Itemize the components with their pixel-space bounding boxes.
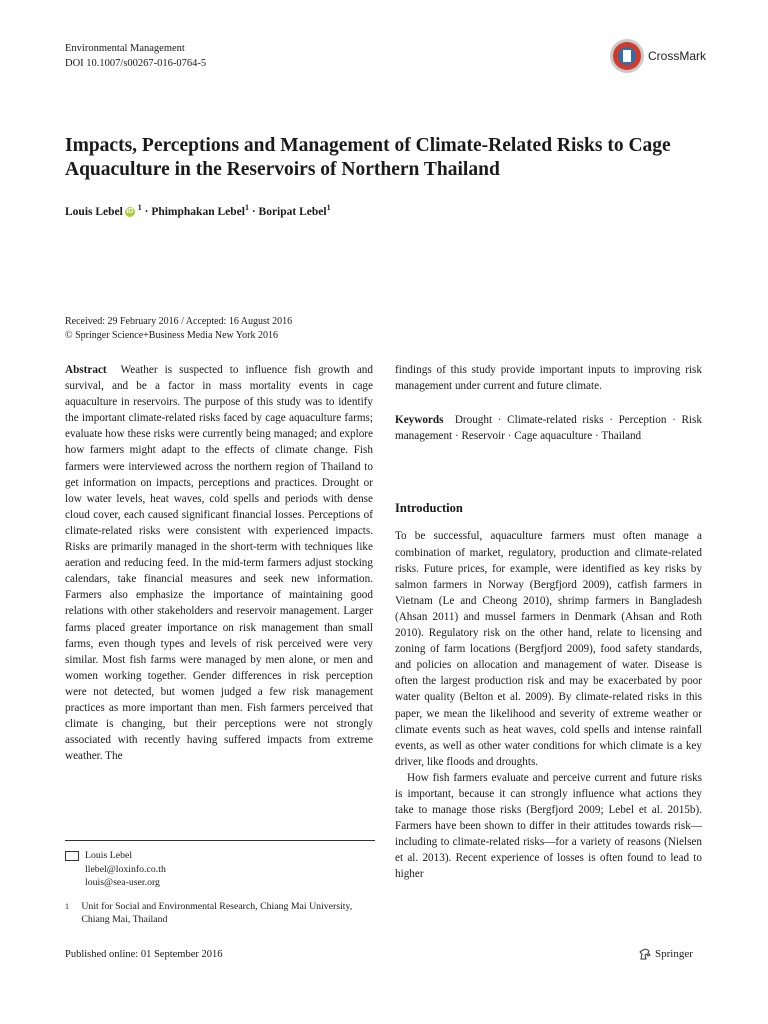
footnote-divider (65, 840, 375, 841)
affiliation-number: 1 (65, 901, 69, 911)
journal-name: Environmental Management (65, 43, 185, 54)
abstract (65, 362, 373, 764)
mail-icon (65, 851, 79, 861)
section-heading-introduction: Introduction (395, 501, 463, 516)
abstract-column (65, 362, 373, 764)
author-list (65, 203, 331, 218)
keywords-text: Drought · Climate-related risks · Perception · Risk management · Reservoir · Cage aquaculture · Thailand (395, 414, 702, 443)
author-separator: · (144, 205, 149, 218)
publisher-name: Springer (655, 948, 693, 960)
email-link[interactable]: llebel@loxinfo.co.th (85, 863, 166, 875)
crossmark-icon (610, 39, 644, 73)
footnotes (65, 849, 375, 927)
keywords (395, 412, 702, 444)
author-separator: · (251, 205, 256, 218)
abstract-continued: findings of this study provide important inputs to improving risk management under current and future climate. (395, 364, 702, 393)
published-date: Published online: 01 September 2016 (65, 949, 223, 960)
corresponding-name: Louis Lebel (85, 850, 133, 861)
author-name: Phimphakan Lebel (151, 205, 245, 218)
author-affil-sup: 1 (137, 203, 142, 212)
affiliation-text: Unit for Social and Environmental Research, Chiang Mai University, Chiang Mai, Thailand (81, 900, 353, 925)
crossmark-badge[interactable] (610, 38, 720, 74)
article-title: Impacts, Perceptions and Management of Climate-Related Risks to Cage Aquaculture in the Reservoirs of Northern Thailand (65, 135, 671, 180)
keywords-label: Keywords (395, 414, 444, 427)
author-name: Boripat Lebel (258, 205, 327, 218)
crossmark-label: CrossMark (648, 49, 707, 63)
right-column (395, 362, 702, 883)
journal-header (65, 41, 206, 71)
doi[interactable]: DOI 10.1007/s00267-016-0764-5 (65, 58, 207, 69)
publisher-logo (638, 947, 693, 961)
email-link[interactable]: louis@sea-user.org (85, 877, 160, 888)
author-affil-sup: 1 (326, 203, 331, 212)
abstract-text: Weather is suspected to influence fish growth and survival, and be a factor in mass mortality events in cage aquaculture in reservoirs. The purpose of this study was to identify the important climate-related risks faced by cage aquaculture farms; evaluate how these risks were currently being managed; and explore how farmers might adapt to the effects of climate change. Fish farmers were interviewed across the northern region of Thailand to get information on impacts, perceptions and practices. Drought or low water levels, heat waves, cold spells and periods with dense cloud cover, each caused significant financial losses. Perceptions of climate-related risks were consistent with experienced impacts. Risks are primarily managed in the short-term with techniques like aeration and reducing feed. In the mid-term farmers adjust stocking calendars, take financial measures and seek new information. Farmers also emphasize the importance of maintaining good relations with other stakeholders and reservoir management. Larger farms placed greater importance on risk management than small farms, even though types and levels of risk perceived were very similar. Most fish farms were managed by men alone, or men and women working together. Gender differences in risk perception were not detected, but women judged a few risk management practices as more important than men. Fish farmers perceived that climate is changing, but their perceptions were not strongly associated with recently having suffered impacts from extreme weather. The (65, 364, 373, 763)
springer-horse-icon (638, 947, 652, 961)
corresponding-author (65, 849, 375, 863)
affiliation (65, 900, 375, 927)
author-affil-sup: 1 (244, 203, 249, 212)
author-name: Louis Lebel (65, 205, 123, 218)
intro-paragraph-2: How fish farmers evaluate and perceive current and future risks is important, because it can strongly influence what actions they take to manage those risks (Bergfjord 2009; Lebel et al. 2015b). Farmers have been shown to differ in their attitudes towards risk—including to climate-related risks—for a variety of reasons (Nielsen et al. 2013). Recent experience of losses is often found to lead to higher (395, 771, 702, 881)
article-dates (65, 315, 292, 343)
received-accepted: Received: 29 February 2016 / Accepted: 16 August 2016 (65, 316, 293, 327)
intro-paragraph-1: To be successful, aquaculture farmers must often manage a combination of market, regulatory, production and climate-related risks. Future prices, for example, were identified as key risks by salmon farmers in Norway (Bergfjord 2009), catfish farmers in Vietnam (Le and Cheong 2010), shrimp farmers in Bangladesh (Ahsan 2011) and mussel farmers in Denmark (Ahsan and Roth 2010). Regulatory risk on the other hand, relate to licensing and zoning of farm locations (Bergfjord 2009), food safety standards, and policies on allocation and management of water. Disease is often the largest production risk and may be exacerbated by poor water quality (Belton et al. 2009). By climate-related risks in this paper, we mean the likelihood and severity of extreme weather or climate events such as heat waves, cold spells and intense rainfall events, as well as other water conditions for which climate is a key driver, like floods and droughts. (395, 530, 702, 768)
copyright: © Springer Science+Business Media New York 2016 (65, 330, 278, 341)
orcid-icon[interactable]: iD (126, 208, 134, 216)
abstract-label: Abstract (65, 364, 107, 376)
